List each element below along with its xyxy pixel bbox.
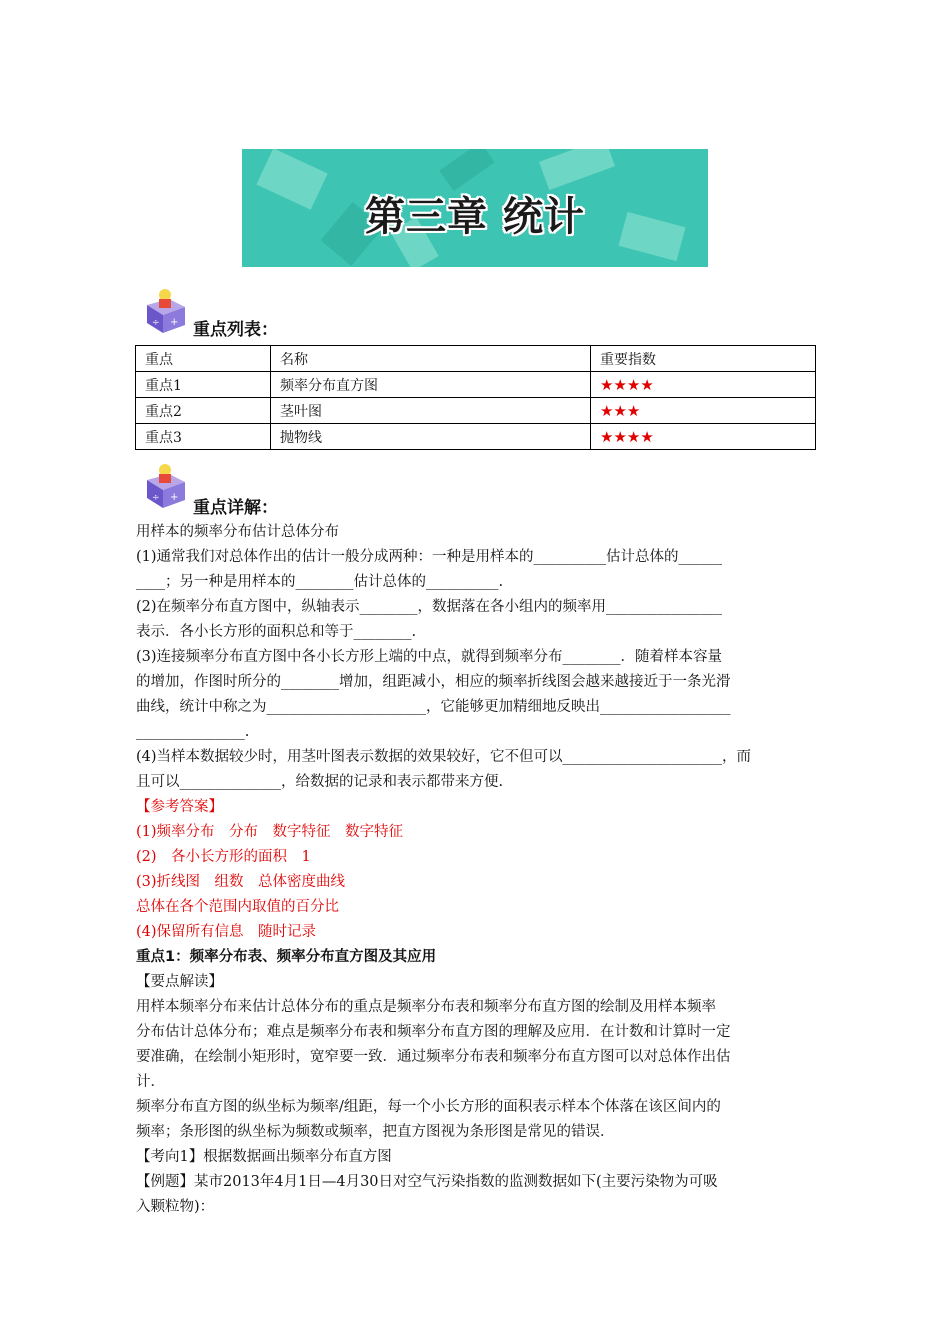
row-point: 重点2 <box>136 398 271 424</box>
answer-line: (3)折线图 组数 总体密度曲线 <box>136 874 346 890</box>
math-box-icon <box>143 283 189 335</box>
answer-line: 总体在各个范围内取值的百分比 <box>136 899 339 915</box>
answer-line: (1)频率分布 分布 数字特征 数字特征 <box>136 824 404 840</box>
header-importance: 重要指数 <box>591 346 816 372</box>
chapter-banner <box>242 149 708 267</box>
text-line: _______________. <box>136 724 250 740</box>
answer-line: (2) 各小长方形的面积 1 <box>136 849 311 865</box>
svg-text:+: + <box>170 317 179 328</box>
table-row <box>136 372 816 398</box>
text-line: 且可以______________，给数据的记录和表示都带来方便. <box>136 774 504 790</box>
section-heading-detail: 重点详解： <box>193 498 278 518</box>
kaoxiang-heading: 【考向1】根据数据画出频率分布直方图 <box>136 1149 392 1165</box>
row-stars: ★★★ <box>591 398 816 424</box>
row-point: 重点3 <box>136 424 271 450</box>
row-name: 频率分布直方图 <box>271 372 591 398</box>
text-line: (2)在频率分布直方图中，纵轴表示________，数据落在各小组内的频率用________________ <box>136 599 723 615</box>
text-line: 频率；条形图的纵坐标为频数或频率，把直方图视为条形图是常见的错误． <box>136 1124 615 1140</box>
header-point: 重点 <box>136 346 271 372</box>
point1-title: 重点1：频率分布表、频率分布直方图及其应用 <box>136 949 437 965</box>
svg-text:÷: ÷ <box>152 493 160 503</box>
text-line: (4)当样本数据较少时，用茎叶图表示数据的效果较好，它不但可以______________________，而 <box>136 749 752 765</box>
row-stars: ★★★★ <box>591 424 816 450</box>
keypoints-table <box>135 345 816 450</box>
point1-subhead: 【要点解读】 <box>136 974 223 990</box>
body-text <box>136 520 816 1220</box>
row-name: 抛物线 <box>271 424 591 450</box>
text-line: 用样本的频率分布估计总体分布 <box>136 524 339 540</box>
row-name: 茎叶图 <box>271 398 591 424</box>
text-line: ____；另一种是用样本的________估计总体的__________. <box>136 574 504 590</box>
text-line: 用样本频率分布来估计总体分布的重点是频率分布表和频率分布直方图的绘制及用样本频率 <box>136 999 716 1015</box>
chapter-title: 第三章 统计 <box>365 194 585 240</box>
table-row <box>136 398 816 424</box>
answer-line: (4)保留所有信息 随时记录 <box>136 924 317 940</box>
text-line: 要准确，在绘制小矩形时，宽窄要一致．通过频率分布表和频率分布直方图可以对总体作出估 <box>136 1049 731 1065</box>
text-line: 分布估计总体分布；难点是频率分布表和频率分布直方图的理解及应用．在计数和计算时一定 <box>136 1024 731 1040</box>
text-line: 频率分布直方图的纵坐标为频率/组距，每一个小长方形的面积表示样本个体落在该区间内的 <box>136 1099 721 1115</box>
header-name: 名称 <box>271 346 591 372</box>
table-row <box>136 424 816 450</box>
svg-text:+: + <box>170 492 179 503</box>
answers-label: 【参考答案】 <box>136 799 223 815</box>
text-line: 的增加，作图时所分的________增加，组距减小，相应的频率折线图会越来越接近于一条光滑 <box>136 674 731 690</box>
table-header-row <box>136 346 816 372</box>
example-line <box>136 1170 816 1195</box>
row-stars: ★★★★ <box>591 372 816 398</box>
example-line: 入颗粒物)： <box>136 1199 215 1215</box>
math-box-icon <box>143 458 189 510</box>
text-line: (3)连接频率分布直方图中各小长方形上端的中点，就得到频率分布________．随着样本容量 <box>136 649 723 665</box>
example-label: 【例题】 <box>136 1174 194 1190</box>
example-text: 某市2013年4月1日—4月30日对空气污染指数的监测数据如下(主要污染物为可吸 <box>194 1174 718 1190</box>
text-line: (1)通常我们对总体作出的估计一般分成两种：一种是用样本的__________估计总体的______ <box>136 549 723 565</box>
text-line: 表示．各小长方形的面积总和等于________. <box>136 624 417 640</box>
svg-text:÷: ÷ <box>152 318 160 328</box>
text-line: 计． <box>136 1074 165 1090</box>
section-heading-list: 重点列表： <box>193 320 278 340</box>
text-line: 曲线，统计中称之为______________________，它能够更加精细地反映出__________________ <box>136 699 731 715</box>
row-point: 重点1 <box>136 372 271 398</box>
